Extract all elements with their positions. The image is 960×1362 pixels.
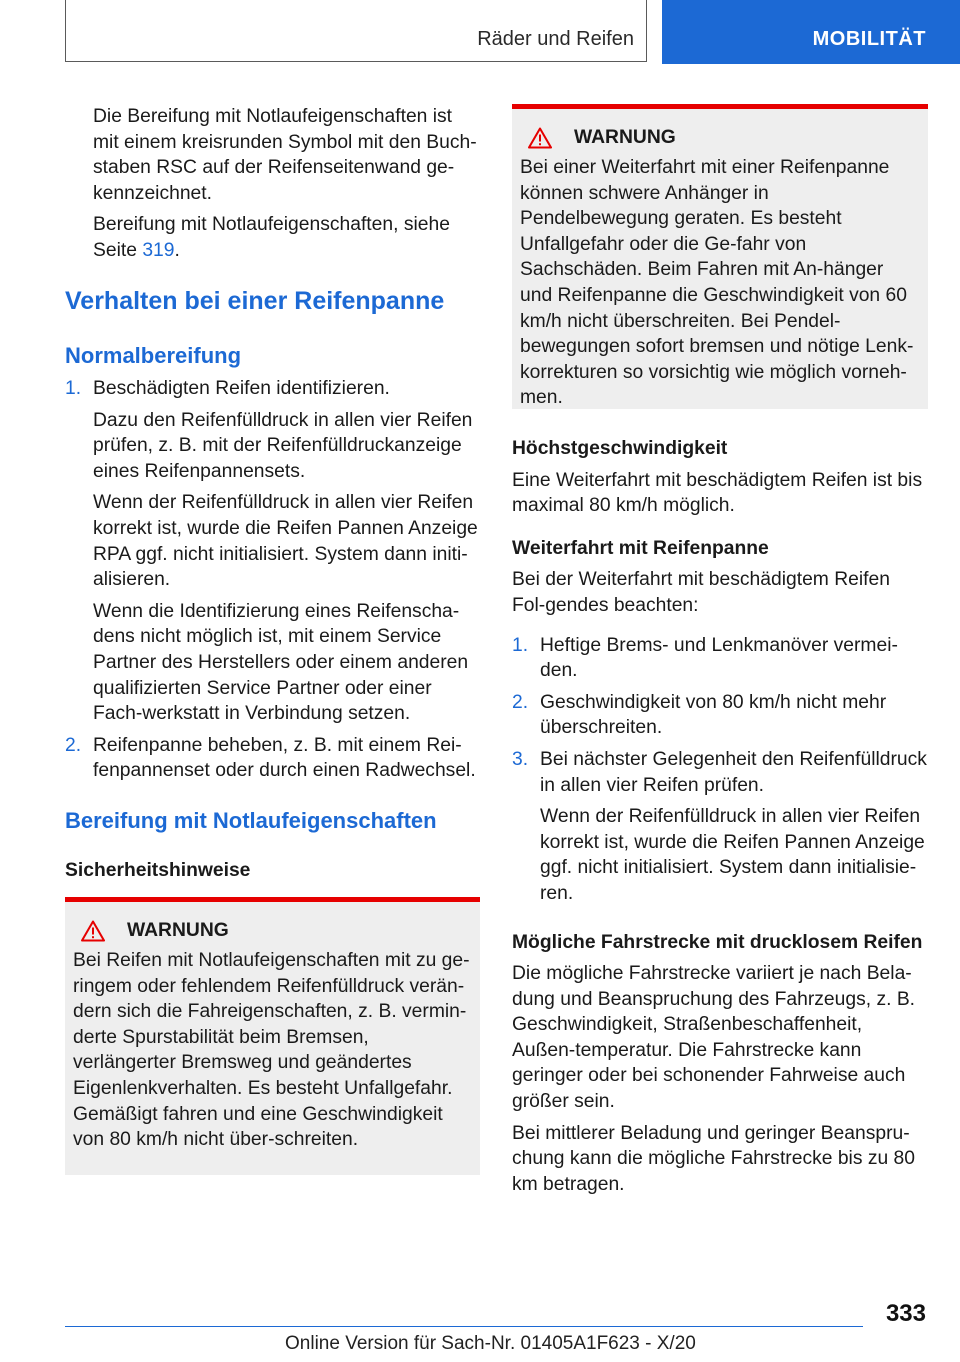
- chapter-title: Räder und Reifen: [477, 28, 634, 50]
- heading-continue-driving: Weiterfahrt mit Reifenpanne: [512, 537, 769, 559]
- normal-tires-steps: [65, 376, 480, 784]
- step1-paragraph-2: Wenn der Reifenfülldruck in allen vier Reifen korrekt ist, wurde die Reifen Pannen Anzeige RPA ggf. nicht initialisiert. System dann initi-alisieren.: [93, 492, 478, 591]
- step2-text: Reifenpanne beheben, z. B. mit einem Rei-fenpannenset oder durch einen Radwechsel.: [93, 734, 476, 782]
- section-tab-label: MOBILITÄT: [812, 28, 926, 50]
- warning-box-runflat: [65, 897, 480, 1175]
- heading-max-speed: Höchstgeschwindigkeit: [512, 438, 728, 459]
- page-number: 333: [885, 1300, 926, 1327]
- right-content: [512, 436, 928, 1197]
- heading-normal-tires: Normalbereifung: [65, 343, 242, 368]
- section-tab[interactable]: [662, 0, 960, 64]
- list-item: [65, 376, 480, 727]
- footer-online-version: Online Version für Sach-Nr. 01405A1F623 - X/20: [285, 1333, 696, 1354]
- continue-driving-list: [512, 633, 928, 907]
- footer-divider: [65, 1326, 863, 1327]
- intro-block: [93, 104, 480, 264]
- list-item: [512, 690, 928, 741]
- step1-title: Beschädigten Reifen identifizieren.: [93, 378, 390, 399]
- step1-paragraph-3: Wenn die Identifizierung eines Reifenscha-dens nicht möglich ist, mit einem Service Partner des Herstellers oder einem anderen qualifizierten Service Partner oder einer Fach-werkstatt in Verbindung setzen.: [93, 600, 469, 725]
- intro-paragraph: Die Bereifung mit Notlaufeigenschaften ist mit einem kreisrunden Symbol mit den Buch-staben RSC auf der Reifenseitenwand ge-kennzeichnet.: [93, 106, 477, 204]
- list-number: 1.: [512, 634, 529, 656]
- heading-flat-tire: Verhalten bei einer Reifenpanne: [65, 287, 445, 315]
- item3-text: Bei nächster Gelegenheit den Reifenfülldruck in allen vier Reifen prüfen.: [540, 748, 927, 796]
- item2-text: Geschwindigkeit von 80 km/h nicht mehr überschreiten.: [540, 691, 887, 739]
- possible-distance-text-1: Die mögliche Fahrstrecke variiert je nach Bela-dung und Beanspruchung des Fahrzeugs, z. B. Geschwindigkeit, Straßenbeschaffenheit, Außen-temperatur. Die Fahrstrecke kann geringer oder bei schonender Fahrweise auch größer sein.: [512, 963, 916, 1113]
- intro-reference-text: Bereifung mit Notlaufeigenschaften, siehe Seite: [93, 214, 450, 261]
- list-item: [65, 733, 480, 784]
- item3-paragraph-2: Wenn der Reifenfülldruck in allen vier Reifen korrekt ist, wurde die Reifen Pannen Anzeige ggf. nicht initialisiert. System dann initialisie-ren.: [540, 806, 925, 904]
- list-number: 3.: [512, 748, 529, 770]
- page-link-319[interactable]: 319: [142, 239, 175, 261]
- warning-box-trailer: [512, 104, 928, 409]
- warning-text: Bei einer Weiterfahrt mit einer Reifenpanne können schwere Anhänger in Pendelbewegung geraten. Es besteht Unfallgefahr oder die Ge-fahr von Sachschäden. Beim Fahren mit An-hänger und Reifenpanne die Geschwindigkeit von 60 km/h nicht überschreiten. Bei Pendel-bewegungen sofort bremsen und nötige Lenk-korrekturen so vorsichtig wie möglich vorneh-men.: [520, 157, 914, 409]
- step1-paragraph-1: Dazu den Reifenfülldruck in allen vier Reifen prüfen, z. B. mit der Reifenfülldruckanzeige eines Reifenpannensets.: [93, 409, 473, 482]
- header-chapter-box: [65, 0, 647, 62]
- heading-safety-notes: Sicherheitshinweise: [65, 860, 251, 881]
- warning-title: WARNUNG: [127, 920, 229, 941]
- possible-distance-text-2: Bei mittlerer Beladung und geringer Beanspru-chung kann die mögliche Fahrstrecke bis zu 80 km betragen.: [512, 1122, 915, 1195]
- intro-reference: [93, 212, 480, 263]
- warning-title: WARNUNG: [574, 127, 676, 148]
- continue-driving-text: Bei der Weiterfahrt mit beschädigtem Reifen Fol-gendes beachten:: [512, 569, 890, 616]
- warning-triangle-icon: [81, 920, 105, 942]
- heading-runflat-tires: Bereifung mit Notlaufeigenschaften: [65, 808, 437, 833]
- list-item: [512, 633, 928, 684]
- heading-possible-distance: Mögliche Fahrstrecke mit drucklosem Reifen: [512, 931, 923, 953]
- item1-text: Heftige Brems- und Lenkmanöver vermei-den.: [540, 634, 898, 682]
- warning-text: Bei Reifen mit Notlaufeigenschaften mit zu ge-ringem oder fehlendem Reifenfülldruck verän-dern sich die Fahreigenschaften, z. B. vermin-derte Spurstabilität beim Bremsen, verlängerter Bremsweg und geändertes Eigenlenkverhalten. Es besteht Unfallgefahr. Gemäßigt fahren und eine Geschwindigkeit von 80 km/h nicht über-schreiten.: [73, 950, 470, 1151]
- intro-reference-suffix: .: [174, 239, 180, 261]
- list-number: 2.: [65, 734, 82, 756]
- list-item: [512, 747, 928, 907]
- list-number: 1.: [65, 378, 82, 399]
- warning-triangle-icon: [528, 127, 552, 149]
- max-speed-text: Eine Weiterfahrt mit beschädigtem Reifen ist bis maximal 80 km/h möglich.: [512, 469, 923, 517]
- list-number: 2.: [512, 691, 529, 713]
